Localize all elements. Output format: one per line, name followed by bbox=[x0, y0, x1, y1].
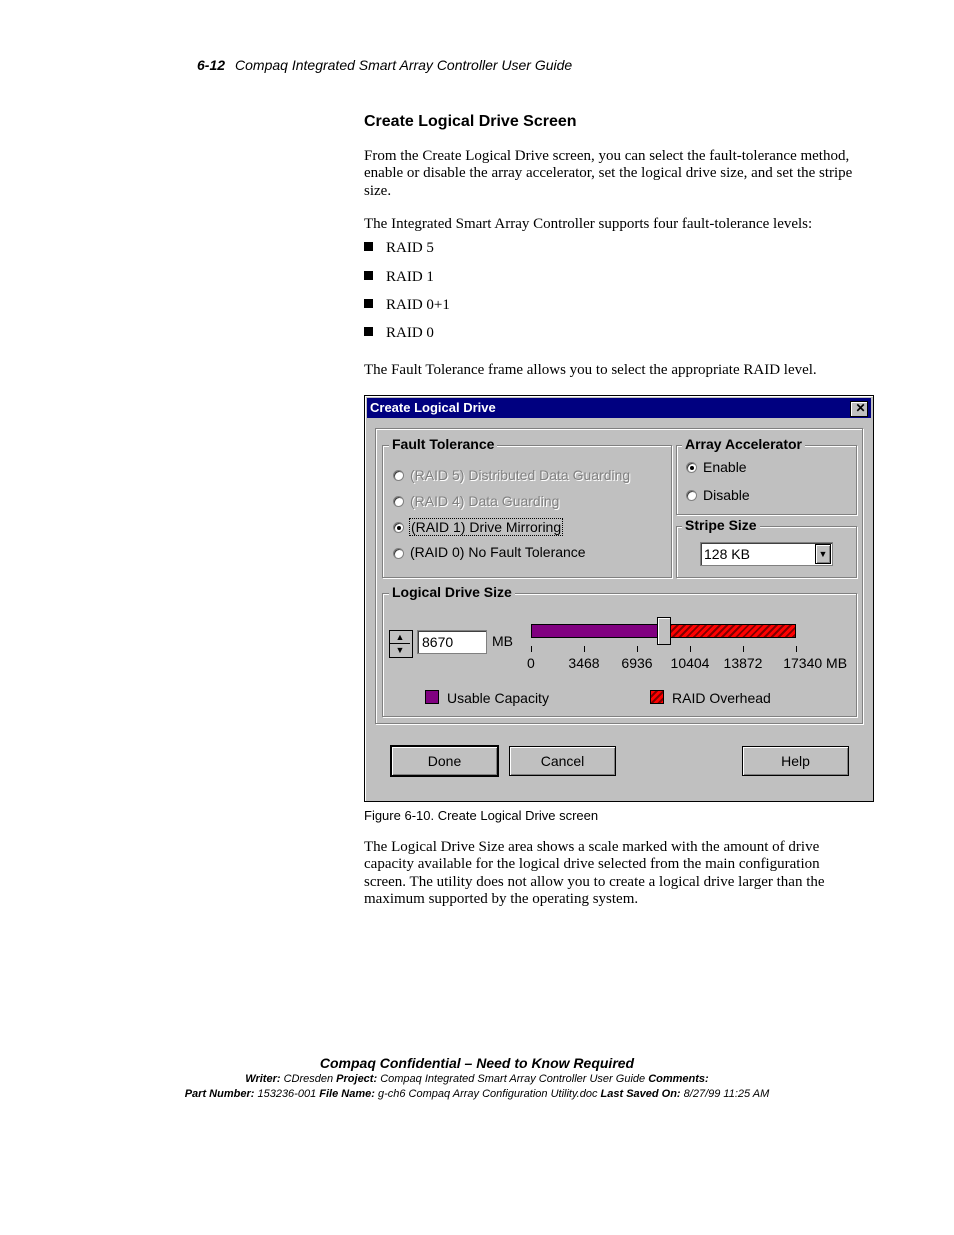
footer-line-2: Part Number: 153236-001 File Name: g-ch6 Compaq Array Configuration Utility.doc Last Saved On: 8/27/99 11:25 AM bbox=[184, 1088, 770, 1100]
list-item: RAID 1 bbox=[364, 269, 434, 286]
bullet-icon bbox=[364, 242, 373, 251]
scale-tick-label: 13872 bbox=[723, 655, 763, 671]
raid-overhead-label: RAID Overhead bbox=[672, 690, 771, 706]
spin-down-icon[interactable]: ▼ bbox=[390, 643, 410, 656]
stripe-size-value: 128 KB bbox=[704, 546, 750, 562]
done-button[interactable]: Done bbox=[391, 746, 498, 776]
bullet-icon bbox=[364, 271, 373, 280]
dropdown-button[interactable] bbox=[815, 544, 831, 564]
list-item: RAID 0+1 bbox=[364, 297, 450, 314]
section-title: Create Logical Drive Screen bbox=[364, 113, 577, 130]
scale-tick bbox=[690, 646, 691, 652]
frame-paragraph: The Fault Tolerance frame allows you to select the appropriate RAID level. bbox=[364, 362, 817, 378]
list-item: RAID 5 bbox=[364, 240, 434, 257]
scale-tick-label: 6936 bbox=[621, 655, 653, 671]
raid-overhead-bar bbox=[664, 624, 796, 638]
bullet-icon bbox=[364, 299, 373, 308]
size-value: 8670 bbox=[422, 634, 454, 650]
slider-thumb[interactable] bbox=[657, 617, 671, 645]
page-number: 6-12 bbox=[197, 57, 226, 73]
usable-capacity-bar bbox=[531, 624, 664, 638]
size-area-paragraph: The Logical Drive Size area shows a scale marked with the amount of drive capacity available for the logical drive selected from the main configuration screen. The utility does not allow you to create a logical drive larger than the maximum supported by the operating system. bbox=[364, 839, 825, 908]
radio-raid0[interactable] bbox=[393, 548, 404, 559]
array-accelerator-legend: Array Accelerator bbox=[682, 436, 805, 452]
radio-accelerator-disable[interactable] bbox=[686, 490, 697, 501]
stripe-size-select[interactable] bbox=[700, 542, 833, 566]
scale-tick-label: 10404 bbox=[670, 655, 710, 671]
radio-raid1-label: (RAID 1) Drive Mirroring bbox=[411, 519, 562, 535]
array-accelerator-group bbox=[676, 445, 857, 515]
list-item: RAID 0 bbox=[364, 325, 434, 342]
scale-tick bbox=[796, 646, 797, 652]
size-unit: MB bbox=[492, 633, 513, 649]
stripe-size-legend: Stripe Size bbox=[682, 517, 760, 533]
intro-paragraph: From the Create Logical Drive screen, you can select the fault-tolerance method, enable or disable the array accelerator, set the logical drive size, and set the stripe size. bbox=[364, 148, 853, 199]
radio-raid4[interactable] bbox=[393, 496, 404, 507]
fault-tolerance-legend: Fault Tolerance bbox=[389, 436, 497, 452]
radio-accelerator-disable-label: Disable bbox=[703, 487, 750, 503]
raid-overhead-swatch bbox=[650, 690, 664, 704]
size-spinner[interactable] bbox=[389, 630, 413, 658]
radio-raid5[interactable] bbox=[393, 470, 404, 481]
dialog-title: Create Logical Drive bbox=[370, 400, 496, 415]
radio-accelerator-enable[interactable] bbox=[686, 462, 697, 473]
radio-raid5-label: (RAID 5) Distributed Data Guarding bbox=[410, 467, 631, 483]
help-button[interactable]: Help bbox=[742, 746, 849, 776]
scale-tick bbox=[637, 646, 638, 652]
confidential-notice: Compaq Confidential – Need to Know Required bbox=[319, 1055, 635, 1071]
capacity-scale bbox=[527, 646, 847, 676]
scale-tick-label: 17340 MB bbox=[783, 655, 848, 671]
usable-capacity-label: Usable Capacity bbox=[447, 690, 549, 706]
scale-tick-label: 0 bbox=[527, 655, 535, 671]
radio-raid1[interactable] bbox=[393, 522, 404, 533]
chevron-down-icon: ▼ bbox=[818, 549, 828, 559]
spin-up-icon[interactable]: ▲ bbox=[395, 632, 405, 642]
logical-drive-size-legend: Logical Drive Size bbox=[389, 584, 515, 600]
size-input[interactable] bbox=[417, 630, 487, 654]
scale-tick-label: 3468 bbox=[568, 655, 600, 671]
cancel-button[interactable]: Cancel bbox=[509, 746, 616, 776]
scale-tick bbox=[584, 646, 585, 652]
create-logical-drive-dialog bbox=[364, 395, 874, 802]
bullet-icon bbox=[364, 327, 373, 336]
running-header bbox=[197, 57, 572, 73]
usable-capacity-swatch bbox=[425, 690, 439, 704]
radio-raid0-label: (RAID 0) No Fault Tolerance bbox=[410, 544, 586, 560]
levels-intro-paragraph: The Integrated Smart Array Controller supports four fault-tolerance levels: bbox=[364, 216, 813, 232]
close-button[interactable] bbox=[850, 401, 868, 417]
figure-caption: Figure 6-10. Create Logical Drive screen bbox=[364, 808, 599, 823]
radio-raid4-label: (RAID 4) Data Guarding bbox=[410, 493, 560, 509]
dialog-titlebar bbox=[367, 398, 871, 418]
footer-line-1: Writer: CDresden Project: Compaq Integrated Smart Array Controller User Guide Comments: bbox=[245, 1073, 709, 1085]
capacity-slider[interactable] bbox=[531, 624, 796, 638]
radio-accelerator-enable-label: Enable bbox=[703, 459, 747, 475]
close-icon: ✕ bbox=[855, 401, 866, 415]
running-title: Compaq Integrated Smart Array Controller User Guide bbox=[235, 57, 573, 73]
scale-tick bbox=[531, 646, 532, 652]
scale-tick bbox=[743, 646, 744, 652]
